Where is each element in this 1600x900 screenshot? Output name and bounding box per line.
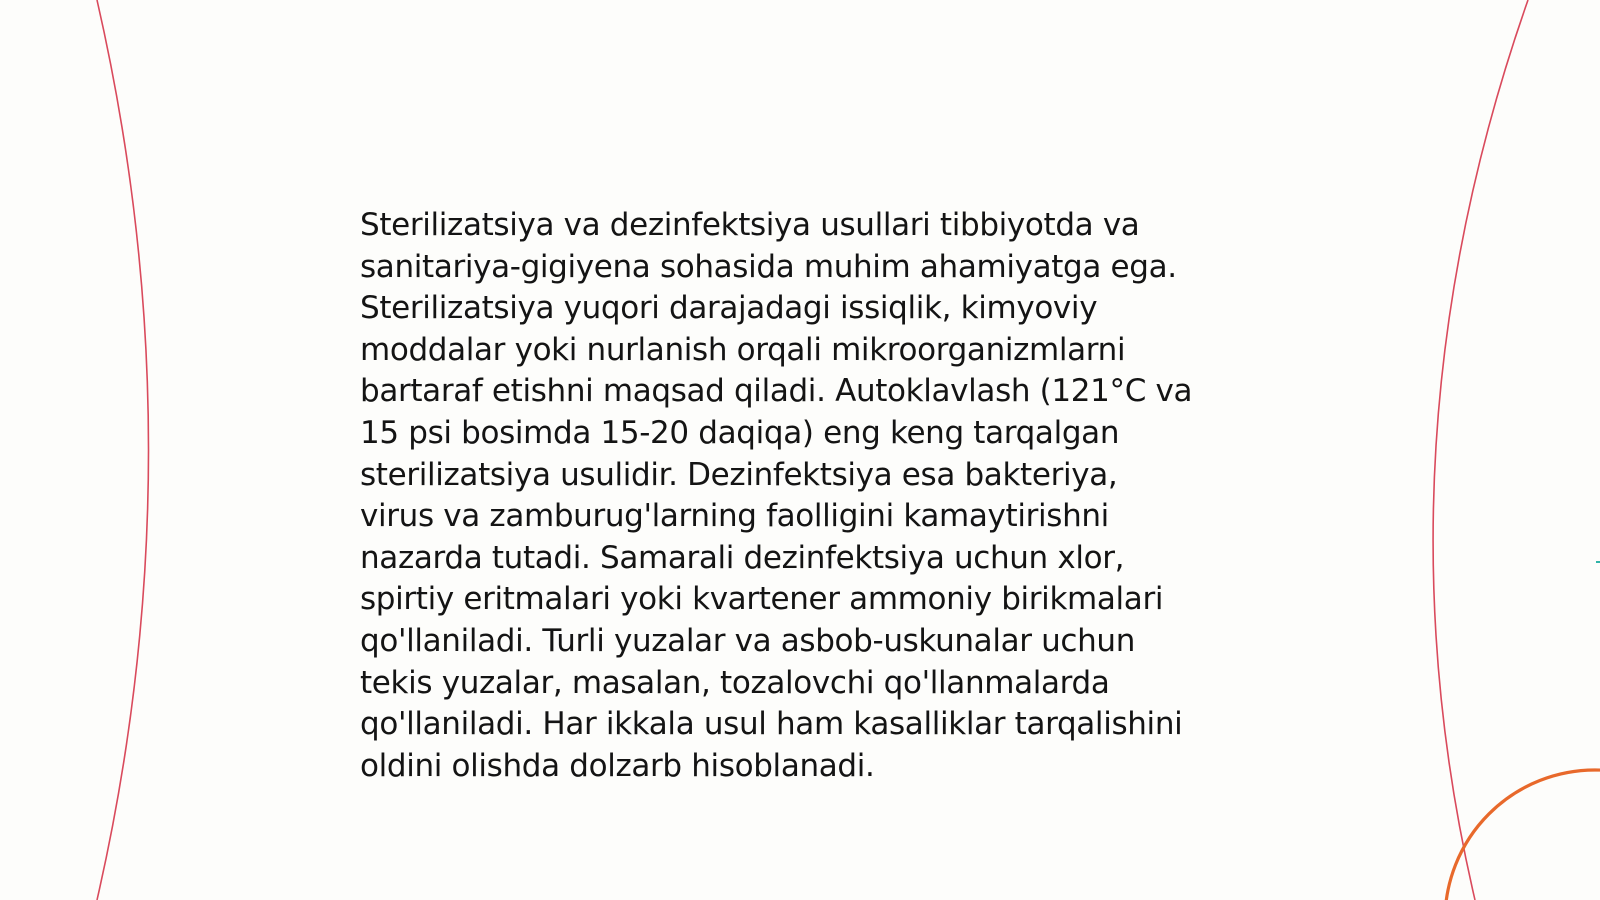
paragraph-line: oldini olishda dolzarb hisoblanadi. [360, 747, 875, 784]
paragraph-line: spirtiy eritmalari yoki kvartener ammoniy birikmalari [360, 581, 1164, 618]
paragraph-line: nazarda tutadi. Samarali dezinfektsiya uchun xlor, [360, 539, 1125, 576]
paragraph-line: 15 psi bosimda 15-20 daqiqa) eng keng tarqalgan [360, 414, 1120, 451]
paragraph-line: sanitariya-gigiyena sohasida muhim ahamiyatga ega. [360, 248, 1177, 285]
paragraph-line: sterilizatsiya usulidir. Dezinfektsiya esa bakteriya, [360, 456, 1118, 493]
right-arc-line [1433, 0, 1528, 900]
paragraph-line: qo'llaniladi. Har ikkala usul ham kasalliklar tarqalishini [360, 706, 1183, 743]
paragraph-line: tekis yuzalar, masalan, tozalovchi qo'llanmalarda [360, 664, 1110, 701]
paragraph-line: qo'llaniladi. Turli yuzalar va asbob-uskunalar uchun [360, 622, 1136, 659]
body-paragraph [360, 205, 1260, 787]
left-arc-line [97, 0, 149, 900]
orange-circle-accent [1445, 770, 1600, 900]
paragraph-line: virus va zamburug'larning faolligini kamaytirishni [360, 498, 1109, 535]
paragraph-line: Sterilizatsiya yuqori darajadagi issiqlik, kimyoviy [360, 290, 1098, 327]
paragraph-line: moddalar yoki nurlanish orqali mikroorganizmlarni [360, 331, 1126, 368]
paragraph-line: Sterilizatsiya va dezinfektsiya usullari tibbiyotda va [360, 207, 1140, 243]
paragraph-line: bartaraf etishni maqsad qiladi. Autoklavlash (121°C va [360, 373, 1193, 410]
